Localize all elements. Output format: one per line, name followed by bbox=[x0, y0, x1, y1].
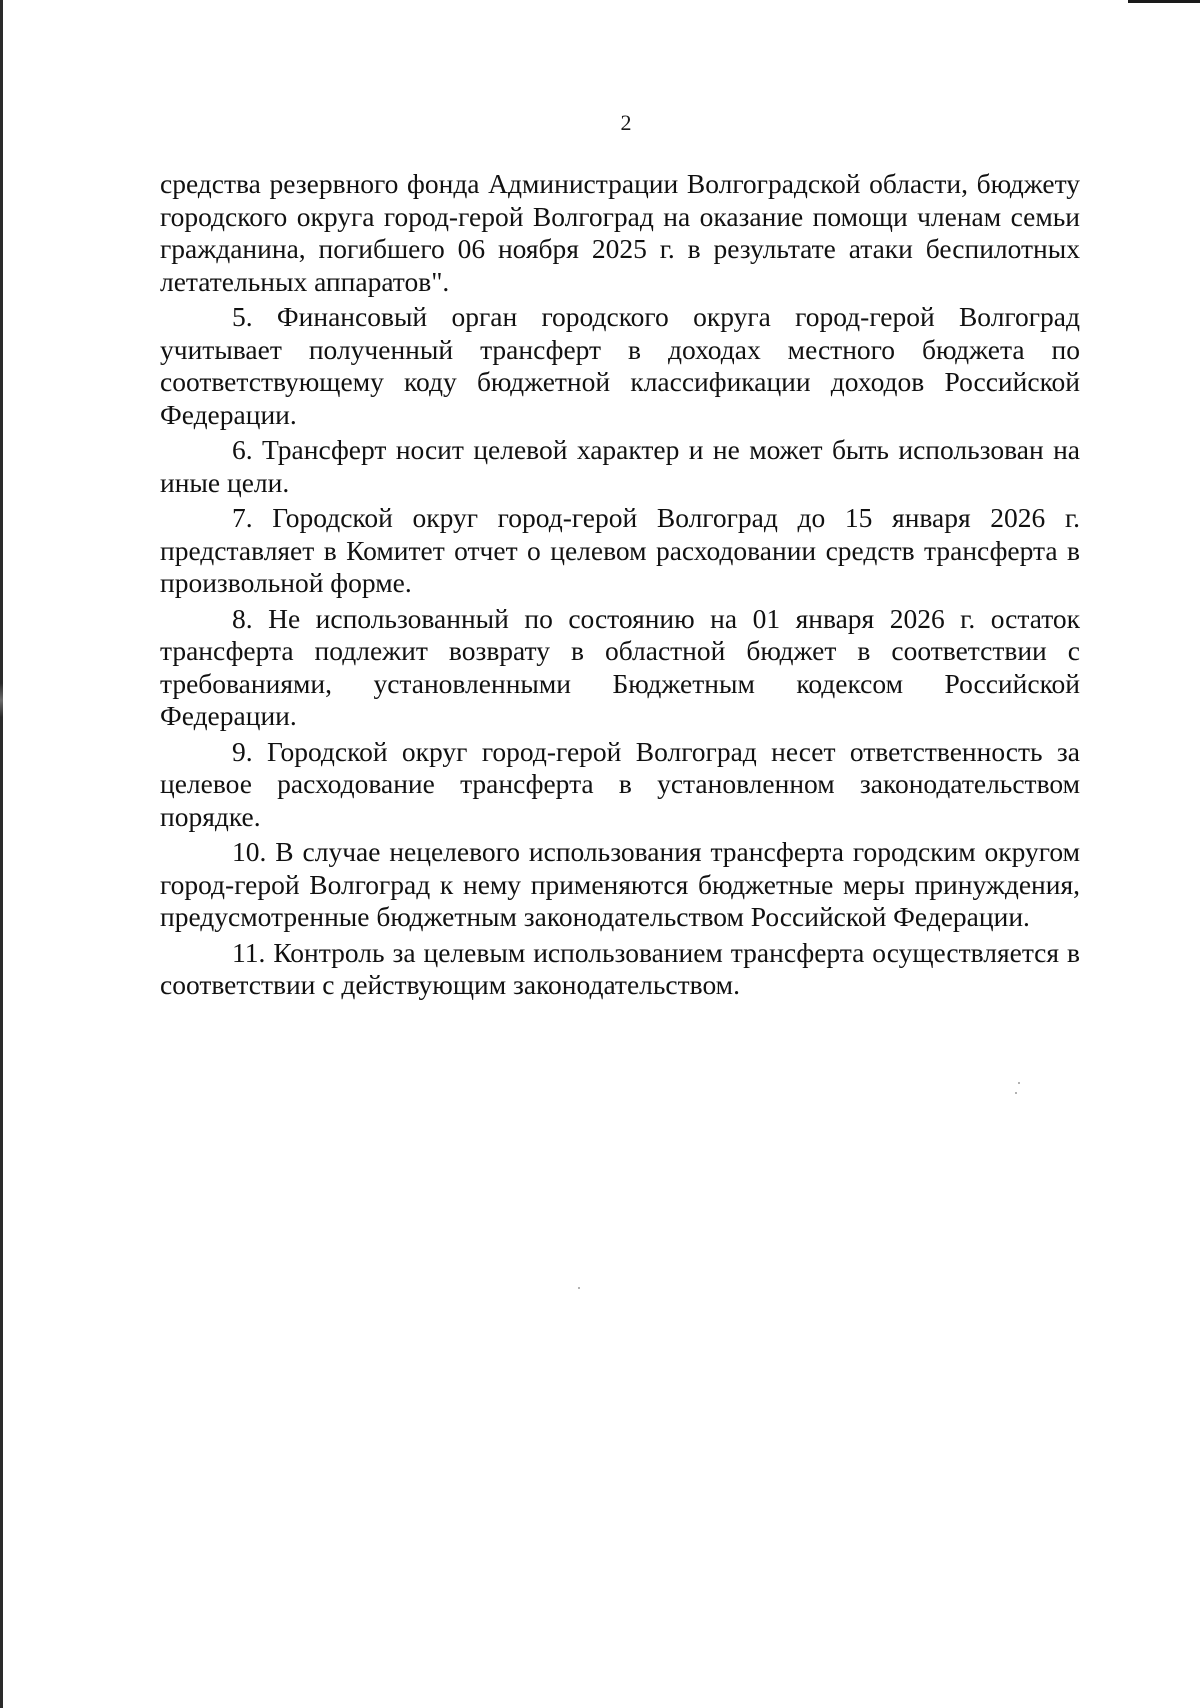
paragraph-item-10: 10. В случае нецелевого использования трансферта городским округом город-герой Волгоград к нему применяются бюджетные меры принуждения, предусмотренные бюджетным законодательством Российской Федерации. bbox=[160, 836, 1080, 932]
scan-speck bbox=[578, 1287, 580, 1289]
page-number: 2 bbox=[620, 110, 632, 135]
paragraph-continuation: средства резервного фонда Администрации Волгоградской области, бюджету городского округа город-герой Волгоград на оказание помощи членам семьи гражданина, погибшего 06 ноября 2025 г. в результате атаки беспилотных летательных аппаратов". bbox=[160, 168, 1080, 297]
document-body bbox=[160, 168, 1080, 1005]
paragraph-item-8: 8. Не использованный по состоянию на 01 января 2026 г. остаток трансферта подлежит возврату в областной бюджет в соответствии с требованиями, установленными Бюджетным кодексом Российской Федерации. bbox=[160, 602, 1080, 731]
scan-speck bbox=[1015, 1092, 1017, 1094]
scan-speck bbox=[1018, 1082, 1020, 1084]
paragraph-item-11: 11. Контроль за целевым использованием трансферта осуществляется в соответствии с действующим законодательством. bbox=[160, 936, 1080, 1000]
scan-edge-top bbox=[1128, 0, 1200, 3]
paragraph-item-5: 5. Финансовый орган городского округа город-герой Волгоград учитывает полученный трансферт в доходах местного бюджета по соответствующему коду бюджетной классификации доходов Российской Федерации. bbox=[160, 301, 1080, 430]
paragraph-item-9: 9. Городской округ город-герой Волгоград несет ответственность за целевое расходование трансферта в установленном законодательством порядке. bbox=[160, 735, 1080, 832]
paragraph-item-7: 7. Городской округ город-герой Волгоград до 15 января 2026 г. представляет в Комитет отчет о целевом расходовании средств трансферта в произвольной форме. bbox=[160, 502, 1080, 598]
scan-edge-left bbox=[0, 0, 3, 1708]
paragraph-item-6: 6. Трансферт носит целевой характер и не может быть использован на иные цели. bbox=[160, 434, 1080, 498]
